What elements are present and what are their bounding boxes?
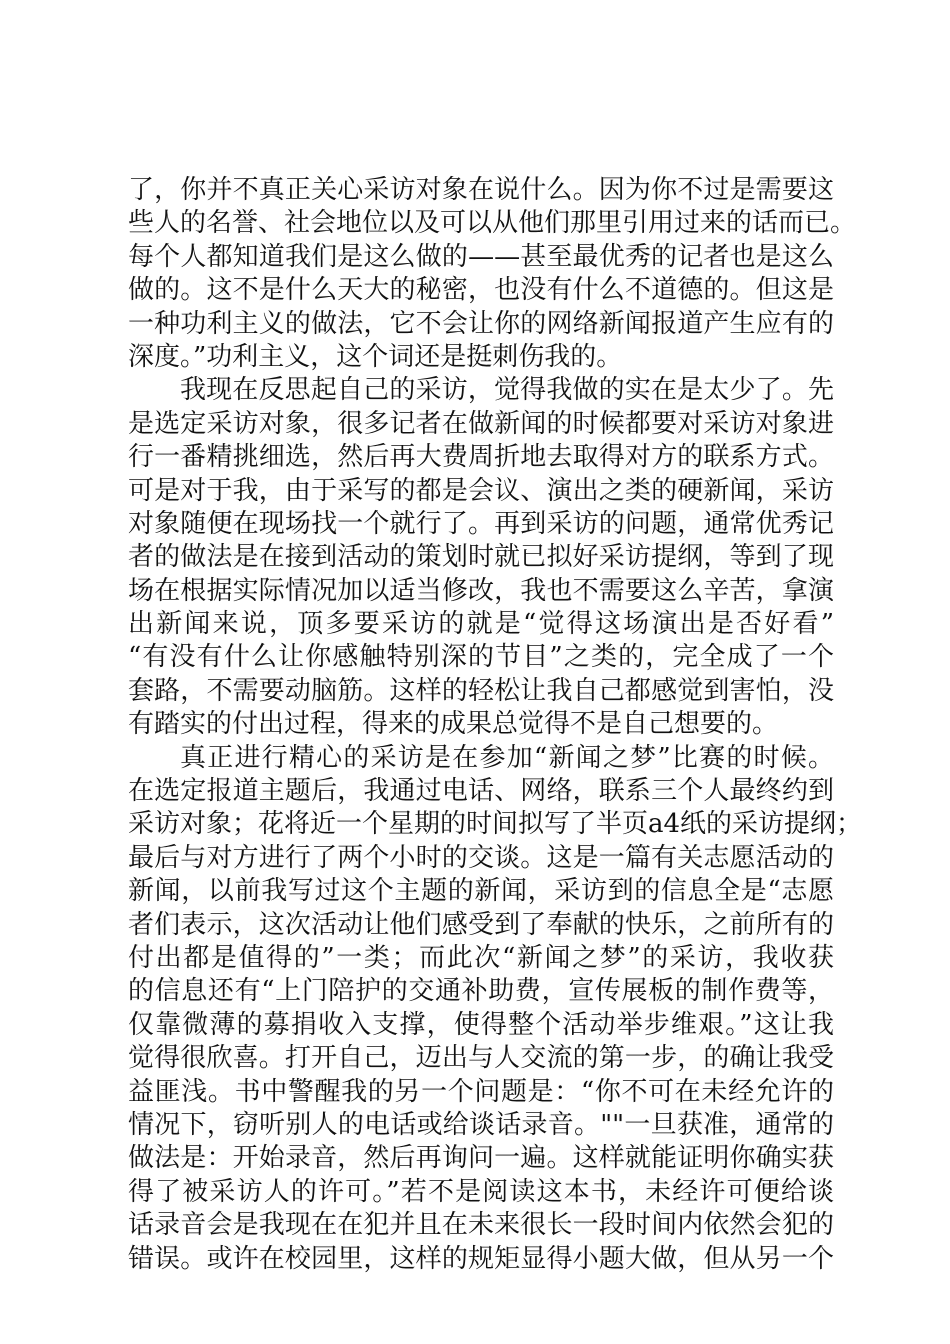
text-line: 一种功利主义的做法，它不会让你的网络新闻报道产生应有的 bbox=[128, 308, 834, 339]
text-line: 错误。或许在校园里，这样的规矩显得小题大做，但从另一个 bbox=[128, 1243, 834, 1274]
text-line: 得了被采访人的许可。”若不是阅读这本书，未经许可便给谈 bbox=[128, 1176, 834, 1207]
text-line: 套路，不需要动脑筋。这样的轻松让我自己都感觉到害怕，没 bbox=[128, 675, 834, 706]
text-line: 益匪浅。书中警醒我的另一个问题是：“你不可在未经允许的 bbox=[128, 1076, 834, 1107]
text-line: 最后与对方进行了两个小时的交谈。这是一篇有关志愿活动的 bbox=[128, 842, 834, 873]
text-line: 可是对于我，由于采写的都是会议、演出之类的硬新闻，采访 bbox=[128, 475, 834, 506]
paragraph-first-line: 我现在反思起自己的采访，觉得我做的实在是太少了。先 bbox=[180, 375, 834, 406]
text-line: 采访对象；花将近一个星期的时间拟写了半页a4纸的采访提纲； bbox=[128, 809, 863, 840]
text-line: 情况下，窃听别人的电话或给谈话录音。""一旦获准，通常的 bbox=[128, 1109, 834, 1140]
text-line: 是选定采访对象，很多记者在做新闻的时候都要对采访对象进 bbox=[128, 408, 834, 439]
text-line: 做法是：开始录音，然后再询问一遍。这样就能证明你确实获 bbox=[128, 1143, 834, 1174]
document-body bbox=[128, 174, 863, 1276]
text-line: 付出都是值得的”一类；而此次“新闻之梦”的采访，我收获 bbox=[128, 942, 834, 973]
text-line: 者的做法是在接到活动的策划时就已拟好采访提纲，等到了现 bbox=[128, 542, 834, 573]
text-line: 行一番精挑细选，然后再大费周折地去取得对方的联系方式。 bbox=[128, 442, 834, 473]
text-line: 些人的名誉、社会地位以及可以从他们那里引用过来的话而已。 bbox=[128, 208, 857, 239]
text-line: 仅靠微薄的募捐收入支撑，使得整个活动举步维艰。”这让我 bbox=[128, 1009, 834, 1040]
text-line: 在选定报道主题后，我通过电话、网络，联系三个人最终约到 bbox=[128, 776, 834, 807]
text-line: 场在根据实际情况加以适当修改，我也不需要这么辛苦，拿演 bbox=[128, 575, 834, 606]
text-line: 了，你并不真正关心采访对象在说什么。因为你不过是需要这 bbox=[128, 175, 834, 205]
text-line: 觉得很欣喜。打开自己，迈出与人交流的第一步，的确让我受 bbox=[128, 1043, 834, 1074]
text-line: 每个人都知道我们是这么做的——甚至最优秀的记者也是这么 bbox=[128, 241, 834, 272]
paragraph-first-line: 真正进行精心的采访是在参加“新闻之梦”比赛的时候。 bbox=[180, 742, 834, 773]
text-line: 话录音会是我现在在犯并且在未来很长一段时间内依然会犯的 bbox=[128, 1210, 834, 1241]
text-line: “有没有什么让你感触特别深的节目”之类的，完全成了一个 bbox=[128, 642, 834, 673]
text-line: 对象随便在现场找一个就行了。再到采访的问题，通常优秀记 bbox=[128, 508, 834, 539]
text-line: 有踏实的付出过程，得来的成果总觉得不是自己想要的。 bbox=[128, 709, 779, 740]
text-line: 者们表示，这次活动让他们感受到了奉献的快乐，之前所有的 bbox=[128, 909, 834, 940]
text-line: 深度。”功利主义，这个词还是挺刺伤我的。 bbox=[128, 341, 623, 372]
text-line: 新闻，以前我写过这个主题的新闻，采访到的信息全是“志愿 bbox=[128, 876, 834, 907]
text-line: 出新闻来说，顶多要采访的就是“觉得这场演出是否好看” bbox=[128, 609, 834, 640]
text-line: 的信息还有“上门陪护的交通补助费，宣传展板的制作费等， bbox=[128, 976, 834, 1007]
text-line: 做的。这不是什么天大的秘密，也没有什么不道德的。但这是 bbox=[128, 275, 834, 306]
